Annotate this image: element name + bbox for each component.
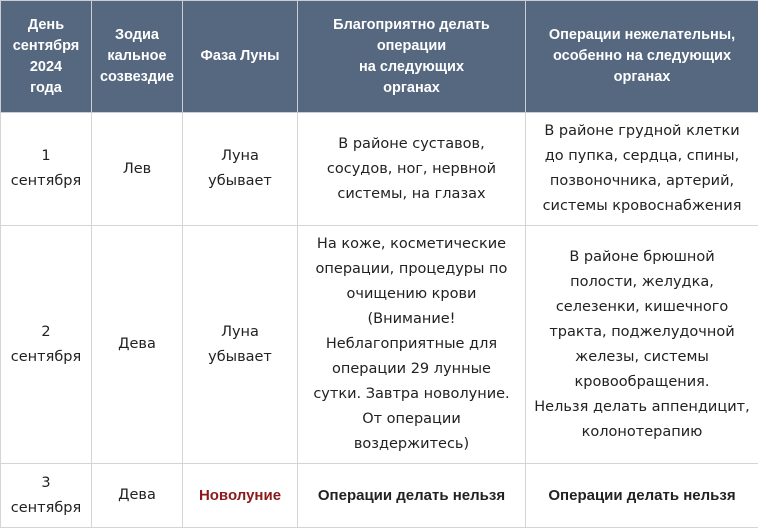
table-row [1,464,758,528]
favorable-cell: В районе суставов, сосудов, ног, нервной системы, на глазах [298,113,526,226]
zodiac-cell: Дева [92,464,183,528]
moon-phase-cell: Луна убывает [183,113,298,226]
zodiac-cell: Лев [92,113,183,226]
header-day: День сентября 2024 года [1,1,92,113]
table-header-row [1,1,758,113]
moon-phase-cell-new-moon: Новолуние [183,464,298,528]
header-zodiac: Зодиа кальное созвездие [92,1,183,113]
zodiac-cell: Дева [92,226,183,464]
day-cell: 1 сентября [1,113,92,226]
unfavorable-cell: В районе грудной клетки до пупка, сердца, спины, позвоночника, артерий, системы кровоснабжения [526,113,758,226]
header-favorable: Благоприятно делать операции на следующих органах [298,1,526,113]
unfavorable-cell: Операции делать нельзя [526,464,758,528]
favorable-cell: Операции делать нельзя [298,464,526,528]
favorable-cell: На коже, косметические операции, процедуры по очищению крови (Внимание! Неблагоприятные для операции 29 лунные сутки. Завтра новолуние. От операции воздержитесь) [298,226,526,464]
table-row [1,226,758,464]
unfavorable-cell: В районе брюшной полости, желудка, селезенки, кишечного тракта, поджелудочной железы, системы кровообращения. Нельзя делать аппендицит, колонотерапию [526,226,758,464]
header-unfavorable: Операции нежелательны, особенно на следующих органах [526,1,758,113]
day-cell: 2 сентября [1,226,92,464]
table-row [1,113,758,226]
moon-phase-cell: Луна убывает [183,226,298,464]
day-cell: 3 сентября [1,464,92,528]
header-moon-phase: Фаза Луны [183,1,298,113]
